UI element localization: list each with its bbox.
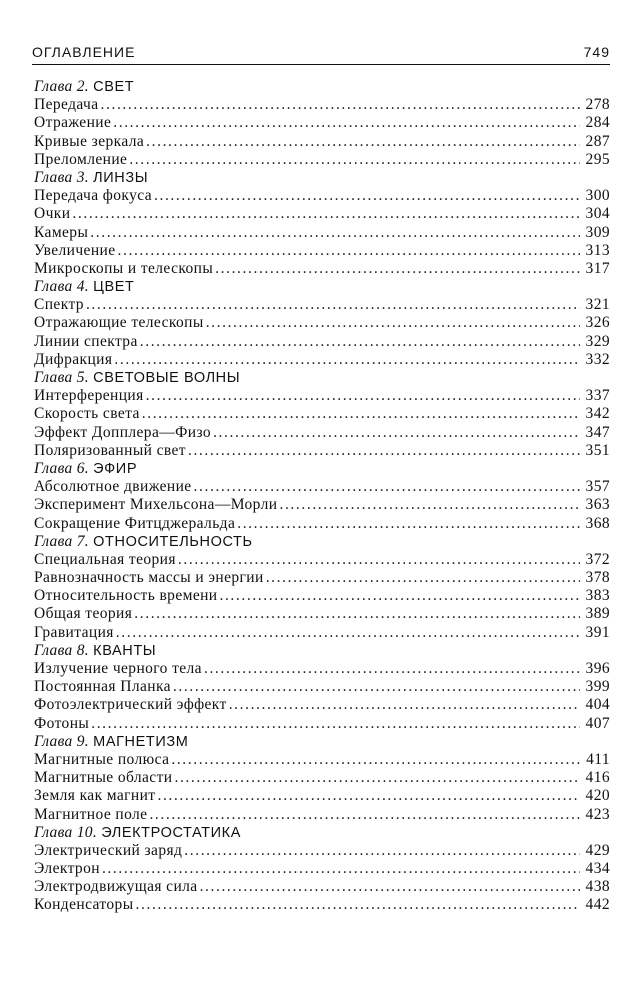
toc-entry: [34, 569, 610, 587]
toc-entry-title: Электродвижущая сила: [34, 878, 198, 896]
chapter-label: Глава 3.: [34, 168, 89, 186]
dot-leader: [129, 151, 580, 169]
toc-entry-page: 342: [585, 405, 610, 423]
dot-leader: [86, 296, 580, 314]
toc-entry-page: 383: [585, 587, 610, 605]
dot-leader: [215, 260, 580, 278]
toc-entry-page: 313: [585, 241, 610, 259]
chapter-heading: [34, 278, 610, 296]
dot-leader: [213, 424, 580, 442]
toc-entry-page: 391: [585, 623, 610, 641]
toc-entry: [34, 551, 610, 569]
chapter-title: ЦВЕТ: [93, 279, 135, 296]
toc-entry: [34, 96, 610, 114]
toc-entry-page: 372: [585, 550, 610, 568]
toc-entry-page: 423: [585, 805, 610, 823]
toc-entry: [34, 387, 610, 405]
toc-entry-title: Сокращение Фитцджеральда: [34, 514, 236, 532]
dot-leader: [136, 896, 580, 914]
toc-entry-page: 332: [585, 350, 610, 368]
toc-entry: [34, 678, 610, 696]
toc-entry-page: 337: [585, 387, 610, 405]
toc-entry: [34, 496, 610, 514]
toc-entry-page: 407: [585, 714, 610, 732]
dot-leader: [118, 242, 580, 260]
toc-entry-page: 287: [585, 132, 610, 150]
toc-entry-page: 284: [585, 114, 610, 132]
chapter-heading: [34, 533, 610, 551]
toc-entry: [34, 296, 610, 314]
toc-entry-title: Камеры: [34, 223, 89, 241]
toc-entry: [34, 715, 610, 733]
toc-entry: [34, 605, 610, 623]
chapter-title: ЭФИР: [93, 460, 138, 477]
dot-leader: [194, 478, 580, 496]
toc-entry-title: Равнозначность массы и энергии: [34, 569, 264, 587]
toc-entry: [34, 660, 610, 678]
chapter-label: Глава 6.: [34, 459, 89, 477]
dot-leader: [142, 405, 580, 423]
dot-leader: [101, 96, 580, 114]
toc-entry-page: 304: [585, 205, 610, 223]
toc-entry-title: Абсолютное движение: [34, 478, 192, 496]
toc-entry: [34, 787, 610, 805]
dot-leader: [72, 205, 580, 223]
toc-entry-page: 326: [585, 314, 610, 332]
toc-entry: [34, 587, 610, 605]
dot-leader: [206, 314, 580, 332]
dot-leader: [184, 842, 580, 860]
dot-leader: [146, 387, 580, 405]
toc-entry-title: Эффект Допплера—Физо: [34, 423, 212, 441]
table-of-contents: [34, 78, 610, 915]
toc-entry-title: Специальная теория: [34, 550, 176, 568]
toc-entry-page: 429: [585, 841, 610, 859]
toc-entry-page: 317: [585, 259, 610, 277]
toc-entry-title: Электрический заряд: [34, 841, 183, 859]
dot-leader: [173, 678, 580, 696]
dot-leader: [174, 769, 580, 787]
chapter-title: ОТНОСИТЕЛЬНОСТЬ: [93, 533, 253, 550]
toc-entry-page: 300: [585, 187, 610, 205]
toc-entry: [34, 424, 610, 442]
toc-entry: [34, 242, 610, 260]
toc-entry-page: 416: [585, 769, 610, 787]
toc-entry-title: Спектр: [34, 296, 84, 314]
toc-entry: [34, 769, 610, 787]
toc-entry: [34, 860, 610, 878]
dot-leader: [113, 114, 580, 132]
dot-leader: [204, 660, 580, 678]
toc-entry-title: Гравитация: [34, 623, 114, 641]
chapter-heading: [34, 733, 610, 751]
toc-entry-title: Фотоэлектрический эффект: [34, 696, 227, 714]
toc-entry-title: Магнитное поле: [34, 805, 148, 823]
dot-leader: [90, 224, 580, 242]
dot-leader: [237, 515, 580, 533]
running-header: [32, 38, 610, 65]
chapter-heading: [34, 78, 610, 96]
toc-entry-page: 404: [585, 696, 610, 714]
chapter-label: Глава 10.: [34, 823, 98, 841]
chapter-heading: [34, 824, 610, 842]
toc-entry-title: Очки: [34, 205, 71, 223]
dot-leader: [149, 806, 580, 824]
toc-entry-page: 399: [585, 678, 610, 696]
chapter-title: КВАНТЫ: [93, 642, 157, 659]
dot-leader: [200, 878, 580, 896]
chapter-title: ЛИНЗЫ: [93, 169, 149, 186]
toc-entry-page: 389: [585, 605, 610, 623]
toc-entry: [34, 333, 610, 351]
chapter-heading: [34, 369, 610, 387]
toc-entry-title: Передача: [34, 96, 99, 114]
toc-entry-title: Конденсаторы: [34, 896, 134, 914]
toc-entry: [34, 314, 610, 332]
toc-entry: [34, 806, 610, 824]
toc-entry-page: 351: [585, 441, 610, 459]
dot-leader: [229, 696, 580, 714]
dot-leader: [114, 351, 580, 369]
toc-entry-page: 368: [585, 514, 610, 532]
chapter-label: Глава 2.: [34, 78, 89, 95]
dot-leader: [157, 787, 580, 805]
chapter-title: СВЕТ: [93, 79, 135, 95]
dot-leader: [219, 587, 580, 605]
toc-entry: [34, 878, 610, 896]
chapter-label: Глава 5.: [34, 369, 89, 386]
toc-entry: [34, 515, 610, 533]
chapter-title: МАГНЕТИЗМ: [93, 733, 189, 750]
toc-entry: [34, 751, 610, 769]
dot-leader: [91, 715, 580, 733]
toc-entry: [34, 133, 610, 151]
toc-entry-title: Поляризованный свет: [34, 441, 186, 459]
toc-entry-page: 378: [585, 569, 610, 587]
toc-entry-title: Передача фокуса: [34, 187, 152, 205]
toc-entry: [34, 151, 610, 169]
dot-leader: [154, 187, 580, 205]
dot-leader: [188, 442, 580, 460]
chapter-label: Глава 9.: [34, 732, 89, 750]
toc-entry-title: Микроскопы и телескопы: [34, 259, 214, 277]
chapter-title: ЭЛЕКТРОСТАТИКА: [101, 824, 241, 841]
toc-entry-page: 321: [585, 296, 610, 314]
dot-leader: [134, 605, 580, 623]
toc-entry: [34, 351, 610, 369]
toc-entry-title: Преломление: [34, 150, 128, 168]
toc-entry-title: Общая теория: [34, 605, 133, 623]
toc-entry-title: Эксперимент Михельсона—Морли: [34, 496, 278, 514]
toc-entry-page: 396: [585, 660, 610, 677]
chapter-heading: [34, 460, 610, 478]
toc-entry: [34, 405, 610, 423]
toc-entry: [34, 696, 610, 714]
toc-entry: [34, 842, 610, 860]
dot-leader: [140, 333, 580, 351]
toc-entry-title: Относительность времени: [34, 587, 218, 605]
toc-entry-title: Отражение: [34, 114, 112, 132]
toc-entry-title: Фотоны: [34, 714, 90, 732]
toc-entry-title: Магнитные области: [34, 769, 173, 787]
toc-entry-title: Земля как магнит: [34, 787, 156, 805]
toc-entry: [34, 478, 610, 496]
toc-entry: [34, 260, 610, 278]
dot-leader: [146, 133, 580, 151]
toc-entry-page: 295: [585, 150, 610, 168]
toc-entry-page: 420: [585, 787, 610, 805]
dot-leader: [116, 624, 580, 642]
chapter-heading: [34, 642, 610, 660]
toc-entry-title: Кривые зеркала: [34, 132, 145, 150]
toc-entry-title: Скорость света: [34, 405, 140, 423]
chapter-label: Глава 8.: [34, 641, 89, 659]
toc-entry: [34, 624, 610, 642]
page-number: 749: [583, 44, 610, 60]
chapter-heading: [34, 169, 610, 187]
toc-entry-title: Отражающие телескопы: [34, 314, 204, 332]
dot-leader: [266, 569, 580, 587]
dot-leader: [279, 496, 580, 514]
toc-entry-title: Линии спектра: [34, 332, 138, 350]
chapter-title: СВЕТОВЫЕ ВОЛНЫ: [93, 370, 241, 386]
toc-entry-title: Постоянная Планка: [34, 678, 171, 696]
toc-entry: [34, 187, 610, 205]
toc-entry-title: Электрон: [34, 860, 100, 878]
chapter-label: Глава 7.: [34, 532, 89, 550]
toc-entry: [34, 442, 610, 460]
running-header-title: ОГЛАВЛЕНИЕ: [32, 44, 136, 60]
dot-leader: [178, 551, 580, 569]
dot-leader: [171, 751, 580, 769]
toc-entry-title: Интерференция: [34, 387, 144, 405]
toc-entry-title: Излучение черного тела: [34, 660, 202, 677]
toc-entry-page: 438: [585, 878, 610, 896]
toc-entry: [34, 205, 610, 223]
toc-entry-page: 347: [585, 423, 610, 441]
dot-leader: [102, 860, 580, 878]
toc-entry-page: 309: [585, 223, 610, 241]
toc-entry-page: 363: [585, 496, 610, 514]
toc-entry-page: 434: [585, 860, 610, 878]
toc-entry-title: Магнитные полюса: [34, 750, 170, 768]
toc-entry-title: Увеличение: [34, 241, 116, 259]
toc-entry-page: 411: [586, 750, 610, 768]
chapter-label: Глава 4.: [34, 278, 89, 296]
toc-entry: [34, 114, 610, 132]
toc-entry-page: 442: [585, 896, 610, 914]
toc-entry-page: 278: [585, 96, 610, 114]
toc-entry: [34, 896, 610, 914]
toc-entry-page: 357: [585, 478, 610, 496]
toc-entry: [34, 224, 610, 242]
toc-entry-page: 329: [585, 332, 610, 350]
toc-entry-title: Дифракция: [34, 350, 113, 368]
